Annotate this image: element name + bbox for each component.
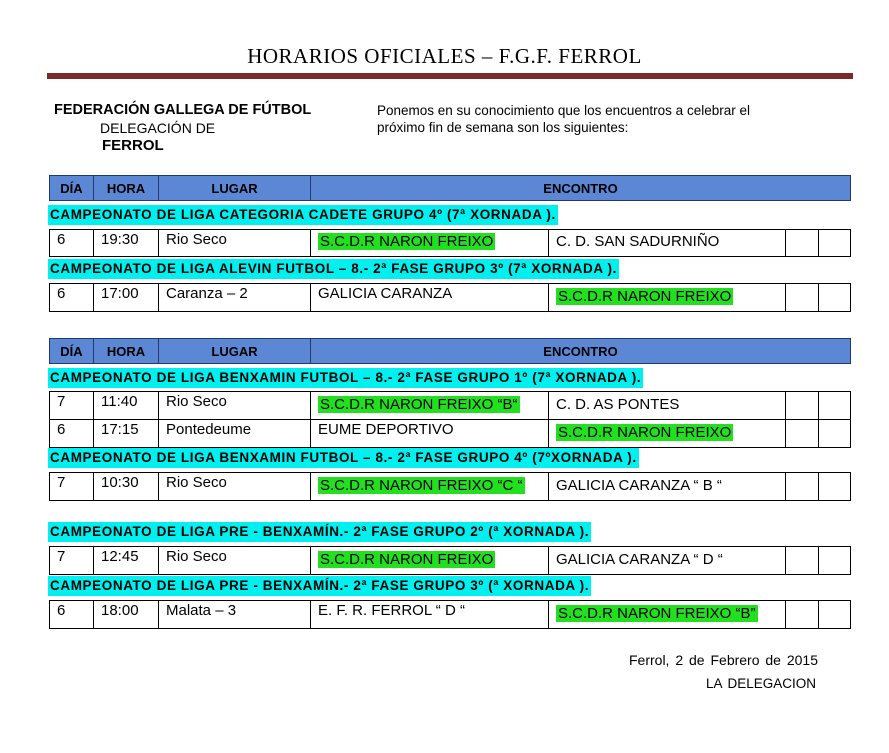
- empty-cell: [786, 230, 819, 257]
- place-date: Ferrol, 2 de Febrero de 2015: [629, 652, 818, 668]
- match-time: 19:30: [94, 230, 159, 257]
- match-home: [311, 230, 549, 257]
- match-venue: Caranza – 2: [159, 284, 311, 312]
- team-highlight: S.C.D.R NARON FREIXO: [320, 551, 494, 568]
- header-hora: HORA: [94, 339, 159, 364]
- match-home: E. F. R. FERROL “ D “: [311, 601, 549, 629]
- header-lugar: LUGAR: [159, 339, 311, 364]
- team-highlight: S.C.D.R NARON FREIXO: [558, 424, 732, 441]
- match-away: [549, 420, 786, 448]
- empty-cell: [786, 284, 819, 312]
- match-time: 18:00: [94, 601, 159, 629]
- match-venue: Rio Seco: [159, 547, 311, 575]
- empty-cell: [786, 473, 819, 501]
- category-title: CAMPEONATO DE LIGA PRE - BENXAMÍN.- 2ª FASE GRUPO 3º (ª XORNADA ).: [48, 576, 591, 596]
- match-day: 7: [50, 473, 94, 501]
- team-highlight: S.C.D.R NARON FREIXO: [320, 233, 494, 250]
- match-time: 17:00: [94, 284, 159, 312]
- header-dia: DÍA: [50, 339, 94, 364]
- match-home: [311, 473, 549, 501]
- match-away: [549, 601, 786, 629]
- match-day: 6: [50, 230, 94, 257]
- match-venue: Rio Seco: [159, 473, 311, 501]
- match-away: C. D. SAN SADURNIÑO: [549, 230, 786, 257]
- federation-name: FEDERACIÓN GALLEGA DE FÚTBOL: [54, 102, 312, 118]
- match-row: [50, 392, 851, 420]
- title-divider: [47, 73, 853, 79]
- match-away: GALICIA CARANZA “ D “: [549, 547, 786, 575]
- match-time: 10:30: [94, 473, 159, 501]
- page-title: HORARIOS OFICIALES – F.G.F. FERROL: [247, 44, 642, 68]
- empty-cell: [819, 230, 851, 257]
- category-title: CAMPEONATO DE LIGA ALEVIN FUTBOL – 8.- 2ª FASE GRUPO 3º (7ª XORNADA ).: [48, 259, 619, 279]
- empty-cell: [786, 547, 819, 575]
- category-title: CAMPEONATO DE LIGA PRE - BENXAMÍN.- 2ª FASE GRUPO 2º (ª XORNADA ).: [48, 522, 591, 542]
- header-dia: DÍA: [50, 176, 94, 201]
- match-row: [49, 546, 851, 575]
- match-row: [50, 420, 851, 448]
- match-time: 12:45: [94, 547, 159, 575]
- team-highlight: S.C.D.R NARON FREIXO: [558, 288, 732, 305]
- notice-text: [377, 102, 797, 136]
- match-away: [549, 284, 786, 312]
- match-home: [311, 547, 549, 575]
- match-row: [49, 472, 851, 501]
- delegation-label: DELEGACIÓN DE: [100, 120, 216, 136]
- schedule-header-1: [49, 175, 851, 201]
- empty-cell: [819, 473, 851, 501]
- match-venue: Rio Seco: [159, 392, 311, 420]
- empty-cell: [819, 284, 851, 312]
- header-encontro: ENCONTRO: [311, 176, 851, 201]
- header-hora: HORA: [94, 176, 159, 201]
- empty-cell: [786, 392, 819, 420]
- match-venue: Malata – 3: [159, 601, 311, 629]
- match-home: [311, 392, 549, 420]
- team-highlight: S.C.D.R NARON FREIXO “B“: [320, 396, 518, 413]
- category-title: CAMPEONATO DE LIGA CATEGORIA CADETE GRUPO 4º (7ª XORNADA ).: [48, 205, 558, 225]
- empty-cell: [786, 601, 819, 629]
- notice-line-1: Ponemos en su conocimiento que los encuentros a celebrar el: [377, 103, 750, 118]
- match-venue: Rio Seco: [159, 230, 311, 257]
- match-venue: Pontedeume: [159, 420, 311, 448]
- delegation-city: FERROL: [102, 137, 164, 154]
- header-lugar: LUGAR: [159, 176, 311, 201]
- match-home: GALICIA CARANZA: [311, 284, 549, 312]
- match-day: 7: [50, 392, 94, 420]
- federation-block: [54, 101, 311, 155]
- notice-line-2: próximo fin de semana son los siguientes:: [377, 120, 629, 135]
- empty-cell: [819, 547, 851, 575]
- schedule-header-2: [49, 338, 851, 364]
- empty-cell: [786, 420, 819, 448]
- category-title: CAMPEONATO DE LIGA BENXAMIN FUTBOL – 8.- 2ª FASE GRUPO 4º (7ºXORNADA ).: [48, 448, 639, 468]
- empty-cell: [819, 601, 851, 629]
- match-group: [49, 391, 851, 448]
- match-row: [49, 229, 851, 257]
- header-encontro: ENCONTRO: [311, 339, 851, 364]
- match-day: 7: [50, 547, 94, 575]
- empty-cell: [819, 392, 851, 420]
- match-away: C. D. AS PONTES: [549, 392, 786, 420]
- team-highlight: S.C.D.R NARON FREIXO “C “: [320, 477, 523, 494]
- match-row: [49, 600, 851, 629]
- category-title: CAMPEONATO DE LIGA BENXAMIN FUTBOL – 8.- 2ª FASE GRUPO 1º (7ª XORNADA ).: [48, 368, 643, 388]
- match-time: 11:40: [94, 392, 159, 420]
- match-day: 6: [50, 284, 94, 312]
- match-day: 6: [50, 601, 94, 629]
- signature: LA DELEGACION: [706, 676, 817, 691]
- match-home: EUME DEPORTIVO: [311, 420, 549, 448]
- match-away: GALICIA CARANZA “ B “: [549, 473, 786, 501]
- team-highlight: S.C.D.R NARON FREIXO “B”: [558, 605, 756, 622]
- empty-cell: [819, 420, 851, 448]
- match-time: 17:15: [94, 420, 159, 448]
- match-row: [49, 283, 851, 312]
- match-day: 6: [50, 420, 94, 448]
